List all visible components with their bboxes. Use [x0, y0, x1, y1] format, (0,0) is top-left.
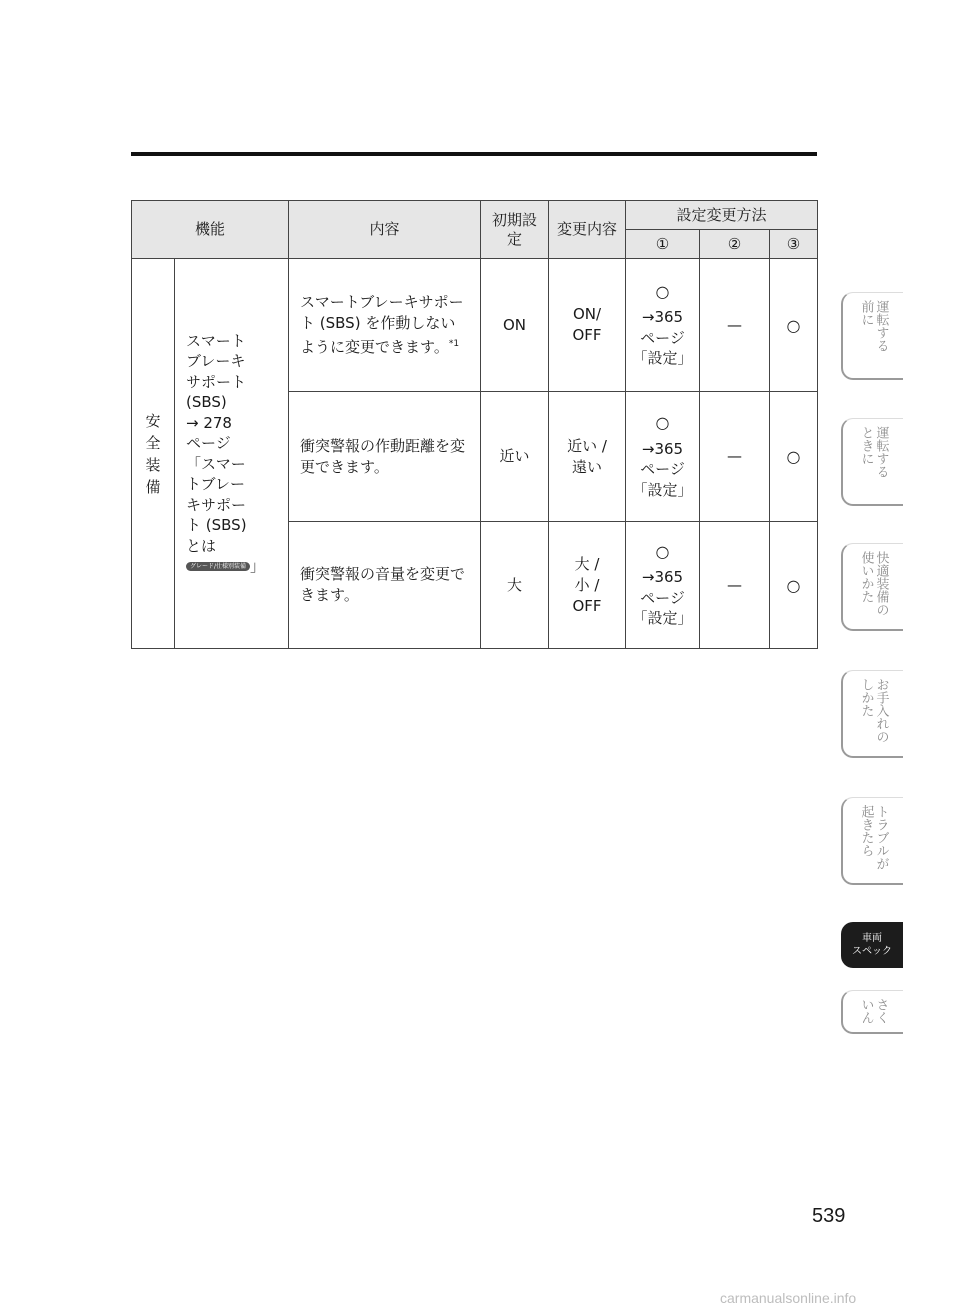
category-label: 安全装備 [145, 411, 161, 496]
header-feature: 機能 [132, 201, 289, 259]
header-method-1: ① [626, 230, 700, 259]
settings-table [131, 200, 818, 649]
header-method-3: ③ [770, 230, 818, 259]
watermark-text: carmanualsonline.info [720, 1290, 857, 1306]
side-tab[interactable] [841, 670, 903, 758]
content-cell [289, 522, 481, 649]
side-tab-label: 運転する [873, 300, 889, 352]
feature-line: トブレー [186, 475, 245, 493]
content-cell [289, 392, 481, 522]
feature-cell [175, 259, 289, 649]
change-cell: 近い / 遠い [549, 392, 626, 522]
content-text: 衝突警報の作動距離を変更できます。 [300, 436, 466, 476]
feature-line: ト (SBS) [186, 516, 247, 534]
circle-symbol: ○ [655, 281, 670, 301]
circle-symbol: ○ [655, 413, 670, 432]
side-tab-label: ときに [858, 426, 874, 465]
side-tab-label: しかた [858, 678, 874, 717]
side-tab[interactable] [841, 292, 903, 380]
side-tab[interactable] [841, 922, 903, 968]
method3-cell: ○ [770, 259, 818, 392]
header-content: 内容 [289, 201, 481, 259]
page-ref-link[interactable]: →365 ページ 「設定」 [632, 308, 693, 367]
side-tab-label: 車両 [862, 933, 882, 944]
content-cell [289, 259, 481, 392]
page-ref-link[interactable]: →365 ページ 「設定」 [632, 439, 693, 499]
circle-symbol: ○ [655, 541, 670, 561]
side-tab[interactable] [841, 797, 903, 885]
side-tab-label: 快適装備の [873, 551, 889, 616]
content-text: スマートブレーキサポート (SBS) を作動しないように変更できます。 [300, 293, 464, 356]
side-tab-label: いん [858, 998, 874, 1024]
feature-line: サポート [186, 372, 247, 391]
feature-line: (SBS) [186, 393, 227, 411]
side-tab[interactable] [841, 543, 903, 631]
method3-cell: ○ [770, 522, 818, 649]
method2-cell: — [700, 522, 770, 649]
side-tab-label: 前に [858, 300, 874, 326]
method1-cell [626, 522, 700, 649]
feature-line: とは [186, 536, 217, 555]
page-number: 539 [812, 1205, 846, 1227]
table-row [132, 259, 818, 392]
feature-line: → 278 [186, 413, 232, 432]
side-tab-label: スペック [852, 946, 892, 957]
header-initial: 初期設 定 [481, 201, 549, 259]
change-cell: ON/ OFF [549, 259, 626, 392]
method1-cell [626, 392, 700, 522]
feature-line: キサポー [186, 495, 247, 514]
side-tab-label: お手入れの [873, 678, 889, 743]
side-tab-label: 使いかた [858, 551, 874, 603]
change-cell: 大 / 小 / OFF [549, 522, 626, 649]
header-method-2: ② [700, 230, 770, 259]
method2-cell: — [700, 259, 770, 392]
content-text: 衝突警報の音量を変更できます。 [300, 565, 466, 604]
footnote-mark: *1 [448, 339, 460, 349]
side-tab[interactable] [841, 418, 903, 506]
side-tab-label: さく [873, 998, 889, 1024]
method1-cell [626, 259, 700, 392]
feature-line: 「スマー [186, 454, 246, 473]
feature-line: ブレーキ [186, 352, 246, 370]
page-ref-link[interactable]: →365 ページ 「設定」 [632, 568, 693, 627]
side-tab-label: トラブルが [873, 805, 889, 870]
side-tab-label: 運転する [873, 426, 889, 478]
initial-cell: ON [481, 259, 549, 392]
header-change: 変更内容 [549, 201, 626, 259]
method3-cell: ○ [770, 392, 818, 522]
header-method: 設定変更方法 [626, 201, 818, 230]
initial-cell: 近い [481, 392, 549, 522]
feature-close: 」 [250, 557, 266, 575]
feature-line: スマート [186, 331, 246, 350]
side-tab[interactable] [841, 990, 903, 1034]
category-cell [132, 259, 175, 649]
side-tab-label: 起きたら [858, 805, 874, 857]
top-rule [131, 152, 817, 156]
method2-cell: — [700, 392, 770, 522]
initial-cell: 大 [481, 522, 549, 649]
grade-badge: グレード/仕様別装備 [186, 562, 250, 571]
feature-line: ページ [186, 434, 231, 452]
